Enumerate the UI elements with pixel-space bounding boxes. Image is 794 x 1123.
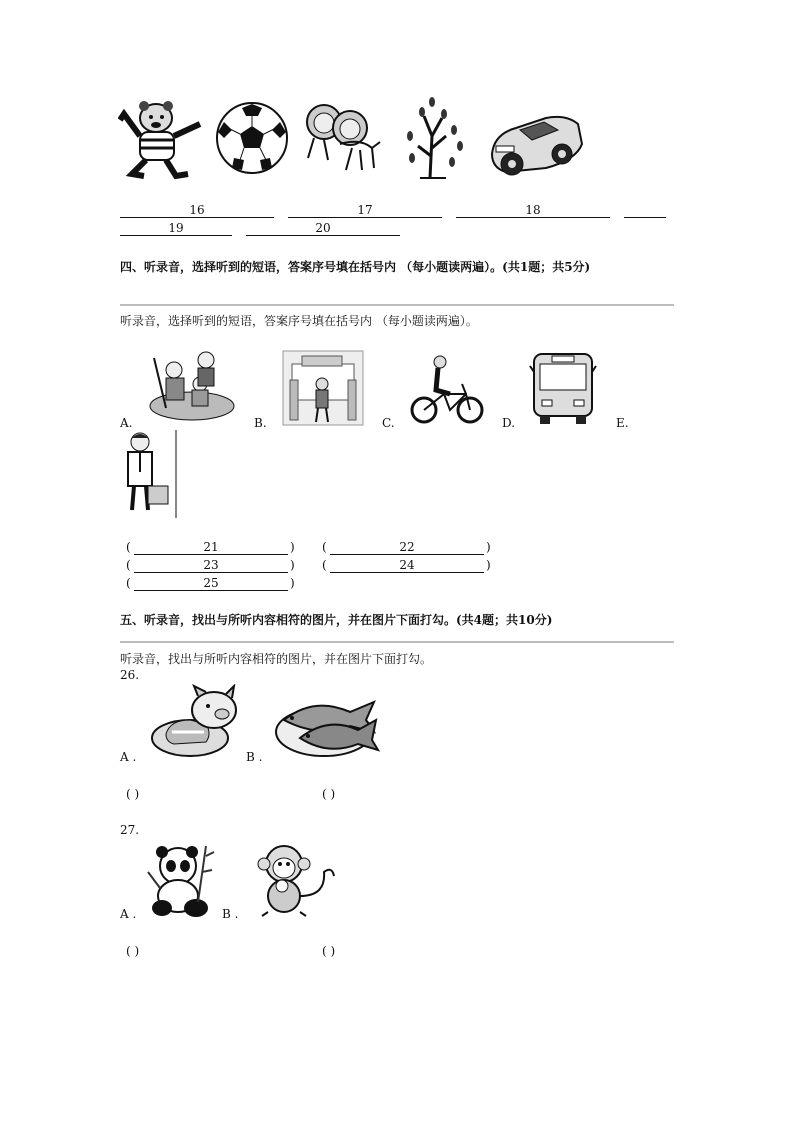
bus-picture bbox=[528, 348, 598, 426]
answer-blank-22[interactable]: 22 bbox=[330, 540, 484, 555]
paren-open-22: ( bbox=[322, 540, 327, 554]
q26-option-b-label: B . bbox=[246, 750, 263, 764]
answer-blank-23[interactable]: 23 bbox=[134, 558, 288, 573]
option-e-label: E. bbox=[616, 416, 629, 430]
paren-close-25: ) bbox=[290, 576, 295, 590]
q27-option-b-label: B . bbox=[222, 907, 239, 921]
soccer-ball-picture bbox=[214, 100, 290, 176]
paren-close-23: ) bbox=[290, 558, 295, 572]
section-4-title: 四、听录音，选择听到的短语，答案序号填在括号内 （每小题读两遍）。(共1题；共5分) bbox=[120, 260, 591, 274]
answer-blank-empty[interactable] bbox=[624, 203, 666, 218]
q27-answer-a[interactable]: ( ) bbox=[126, 944, 140, 958]
question-26-number: 26. bbox=[120, 668, 140, 682]
section-4-divider bbox=[120, 304, 674, 306]
option-b-label: B. bbox=[254, 416, 267, 430]
option-a-label: A. bbox=[120, 416, 133, 430]
section-5-instruction: 听录音，找出与所听内容相符的图片，并在图片下面打勾。 bbox=[120, 652, 433, 666]
monkey-picture bbox=[254, 842, 338, 918]
q27-answer-b[interactable]: ( ) bbox=[322, 944, 336, 958]
answer-blank-24[interactable]: 24 bbox=[330, 558, 484, 573]
family-picnic-picture bbox=[146, 348, 238, 426]
school-boy-picture bbox=[282, 350, 364, 426]
answer-blank-21[interactable]: 21 bbox=[134, 540, 288, 555]
paren-close-24: ) bbox=[486, 558, 491, 572]
answer-blank-17[interactable]: 17 bbox=[288, 203, 442, 218]
q26-answer-a[interactable]: ( ) bbox=[126, 787, 140, 801]
answer-blank-16[interactable]: 16 bbox=[120, 203, 274, 218]
lions-picture bbox=[300, 98, 390, 178]
paren-close-21: ) bbox=[290, 540, 295, 554]
answer-blank-20[interactable]: 20 bbox=[246, 221, 400, 236]
answer-blank-19[interactable]: 19 bbox=[120, 221, 232, 236]
paren-open-23: ( bbox=[126, 558, 131, 572]
option-d-label: D. bbox=[502, 416, 516, 430]
option-c-label: C. bbox=[382, 416, 395, 430]
section-5-title: 五、听录音，找出与所听内容相符的图片，并在图片下面打勾。(共4题；共10分) bbox=[120, 613, 553, 627]
toy-car-picture bbox=[486, 110, 586, 180]
pork-meat-picture bbox=[150, 684, 242, 760]
answer-blank-18[interactable]: 18 bbox=[456, 203, 610, 218]
bear-football-picture bbox=[118, 98, 206, 180]
answer-blank-25[interactable]: 25 bbox=[134, 576, 288, 591]
q27-option-a-label: A . bbox=[120, 907, 137, 921]
paren-open-25: ( bbox=[126, 576, 131, 590]
paren-close-22: ) bbox=[486, 540, 491, 554]
businessman-picture bbox=[118, 430, 180, 520]
paren-open-24: ( bbox=[322, 558, 327, 572]
tree-falling-leaves-picture bbox=[402, 96, 468, 180]
section-4-instruction: 听录音，选择听到的短语，答案序号填在括号内 （每小题读两遍）。 bbox=[120, 314, 478, 328]
question-27-number: 27. bbox=[120, 823, 140, 837]
paren-open-21: ( bbox=[126, 540, 131, 554]
q26-answer-b[interactable]: ( ) bbox=[322, 787, 336, 801]
fish-picture bbox=[274, 686, 380, 760]
q26-option-a-label: A . bbox=[120, 750, 137, 764]
panda-picture bbox=[146, 842, 218, 918]
section-5-divider bbox=[120, 641, 674, 643]
man-riding-bike-picture bbox=[410, 350, 486, 426]
